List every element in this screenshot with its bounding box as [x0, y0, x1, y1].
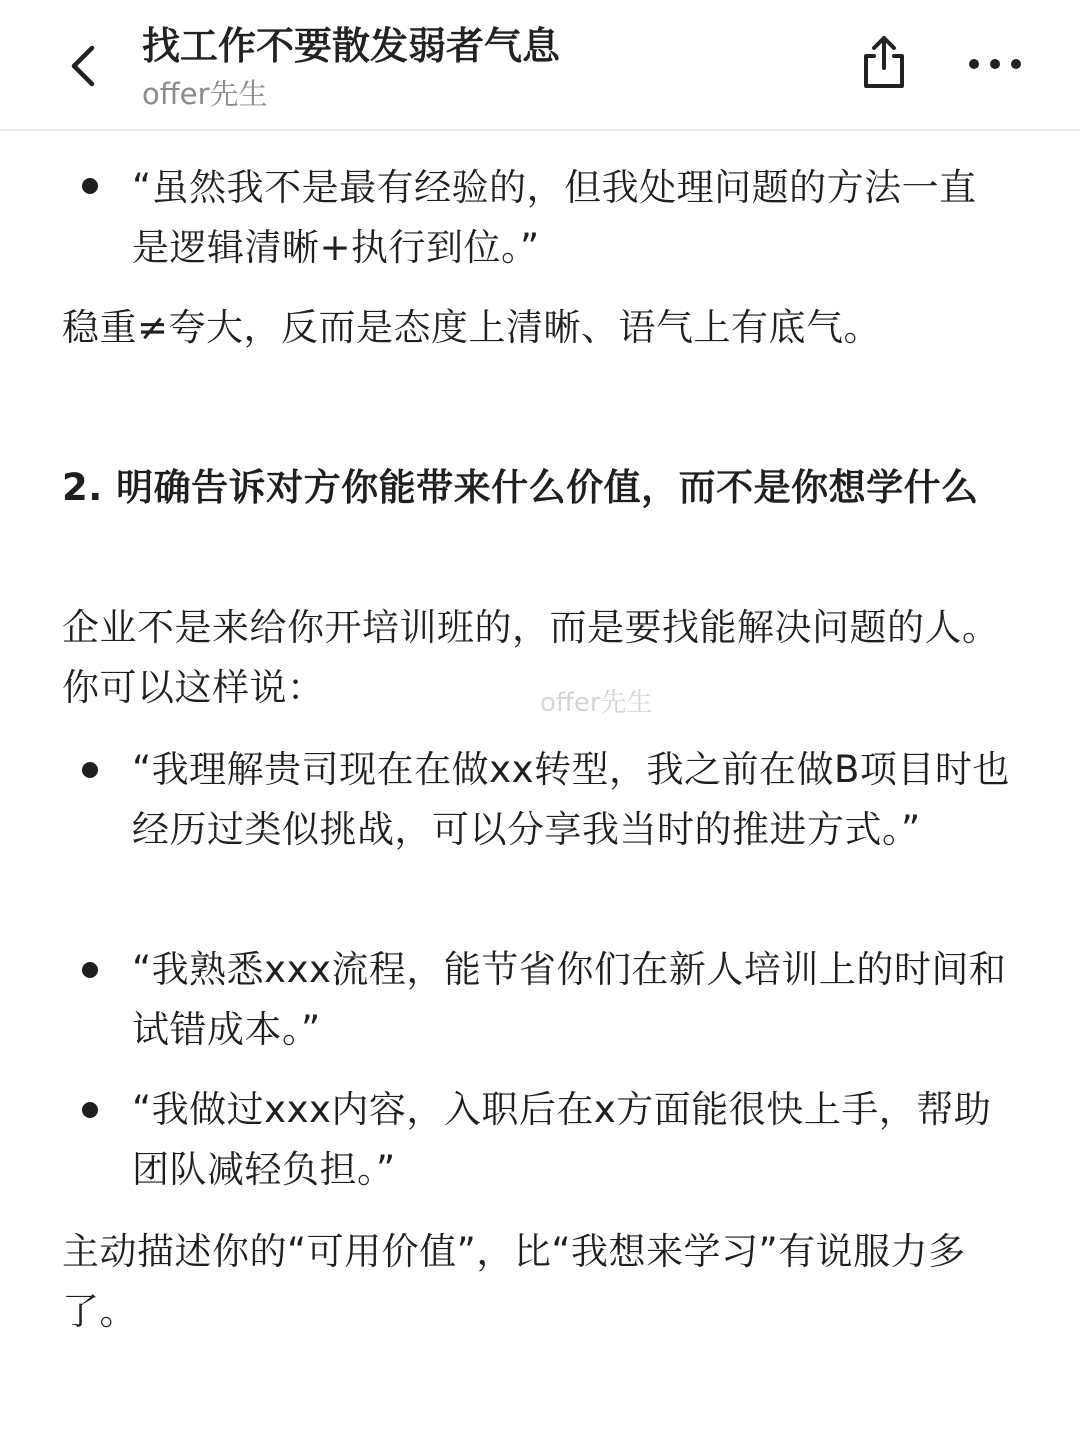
share-button[interactable]	[856, 32, 912, 92]
paragraph: 企业不是来给你开培训班的，而是要找能解决问题的人。你可以这样说：	[62, 606, 1000, 709]
share-icon	[856, 32, 912, 92]
more-dots-icon	[964, 44, 1026, 84]
bullet-item: “我理解贵司现在在做xx转型，我之前在做B项目时也经历过类似挑战，可以分享我当时的推进方式。”	[132, 748, 1010, 851]
page-title: 找工作不要散发弱者气息	[142, 24, 561, 68]
bullet-item: “我熟悉xxx流程，能节省你们在新人培训上的时间和试错成本。”	[132, 948, 1007, 1051]
paragraph: 主动描述你的“可用价值”，比“我想来学习”有说服力多了。	[62, 1230, 966, 1333]
bullet-dot	[82, 1102, 98, 1118]
bullet-item: “我做过xxx内容，入职后在x方面能很快上手，帮助团队减轻负担。”	[132, 1088, 992, 1191]
note-content	[0, 130, 1080, 1440]
paragraph: 稳重≠夸大，反而是态度上清晰、语气上有底气。	[62, 306, 882, 349]
top-bar	[0, 0, 1080, 131]
watermark: offer先生	[540, 688, 653, 718]
bullet-dot	[82, 178, 98, 194]
bullet-dot	[82, 762, 98, 778]
author-name[interactable]: offer先生	[142, 77, 268, 111]
chevron-left-icon	[58, 38, 114, 94]
bullet-dot	[82, 962, 98, 978]
more-button[interactable]	[964, 44, 1026, 84]
back-button[interactable]	[58, 38, 114, 94]
section-heading: 2. 明确告诉对方你能带来什么价值，而不是你想学什么	[62, 466, 979, 509]
bullet-item: “虽然我不是最有经验的，但我处理问题的方法一直是逻辑清晰+执行到位。”	[132, 166, 977, 269]
